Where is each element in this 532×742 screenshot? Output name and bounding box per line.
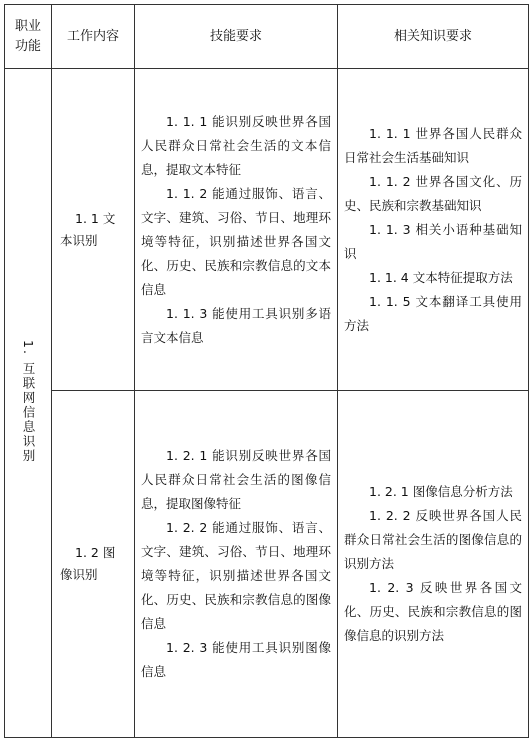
- header-skills-label: 技能要求: [209, 28, 262, 44]
- function-cell: [5, 69, 52, 738]
- skill-item: 1. 2. 2 能通过服饰、语言、文字、建筑、习俗、节日、地理环境等特征，识别描述世界各国文化、历史、民族和宗教信息的图像信息: [141, 520, 331, 631]
- skill-item: 1. 1. 3 能使用工具识别多语言文本信息: [141, 305, 331, 345]
- table-row: [5, 69, 529, 391]
- knowledge-item: 1. 1. 5 文本翻译工具使用方法: [344, 293, 522, 333]
- header-row: [5, 5, 529, 69]
- knowledge-item: 1. 1. 1 世界各国人民群众日常社会生活基础知识: [344, 125, 522, 165]
- header-skills: [135, 5, 338, 69]
- work-cell: [52, 69, 135, 391]
- knowledge-item: 1. 2. 2 反映世界各国人民群众日常社会生活的图像信息的识别方法: [344, 508, 522, 571]
- skill-item: 1. 1. 1 能识别反映世界各国人民群众日常社会生活的文本信息，提取文本特征: [141, 113, 331, 177]
- header-work: [52, 5, 135, 69]
- table-row: [5, 391, 529, 738]
- work-label: 1. 2 图像识别: [60, 545, 116, 582]
- knowledge-item: 1. 2. 1 图像信息分析方法: [369, 484, 513, 499]
- work-cell: [52, 391, 135, 738]
- skill-requirements-table: [4, 4, 529, 738]
- knowledge-item: 1. 1. 4 文本特征提取方法: [369, 269, 513, 285]
- knowledge-cell: [338, 391, 529, 738]
- header-function: [5, 5, 52, 69]
- skills-cell: [135, 69, 338, 391]
- header-function-label: 职业功能: [14, 18, 41, 54]
- header-knowledge-label: 相关知识要求: [393, 28, 472, 44]
- skill-item: 1. 2. 1 能识别反映世界各国人民群众日常社会生活的图像信息，提取图像特征: [141, 448, 331, 511]
- function-label: 1. 互联网信息识别: [21, 339, 36, 464]
- work-label: 1. 1 文本识别: [60, 210, 116, 248]
- knowledge-item: 1. 2. 3 反映世界各国文化、历史、民族和宗教信息的图像信息的识别方法: [344, 580, 522, 643]
- knowledge-item: 1. 1. 2 世界各国文化、历史、民族和宗教基础知识: [344, 173, 522, 213]
- header-knowledge: [338, 5, 529, 69]
- header-work-label: 工作内容: [66, 28, 119, 44]
- skill-item: 1. 2. 3 能使用工具识别图像信息: [141, 640, 331, 679]
- knowledge-item: 1. 1. 3 相关小语种基础知识: [344, 221, 522, 261]
- knowledge-cell: [338, 69, 529, 391]
- skill-item: 1. 1. 2 能通过服饰、语言、文字、建筑、习俗、节日、地理环境等特征，识别描述世界各国文化、历史、民族和宗教信息的文本信息: [141, 185, 331, 297]
- skills-cell: [135, 391, 338, 738]
